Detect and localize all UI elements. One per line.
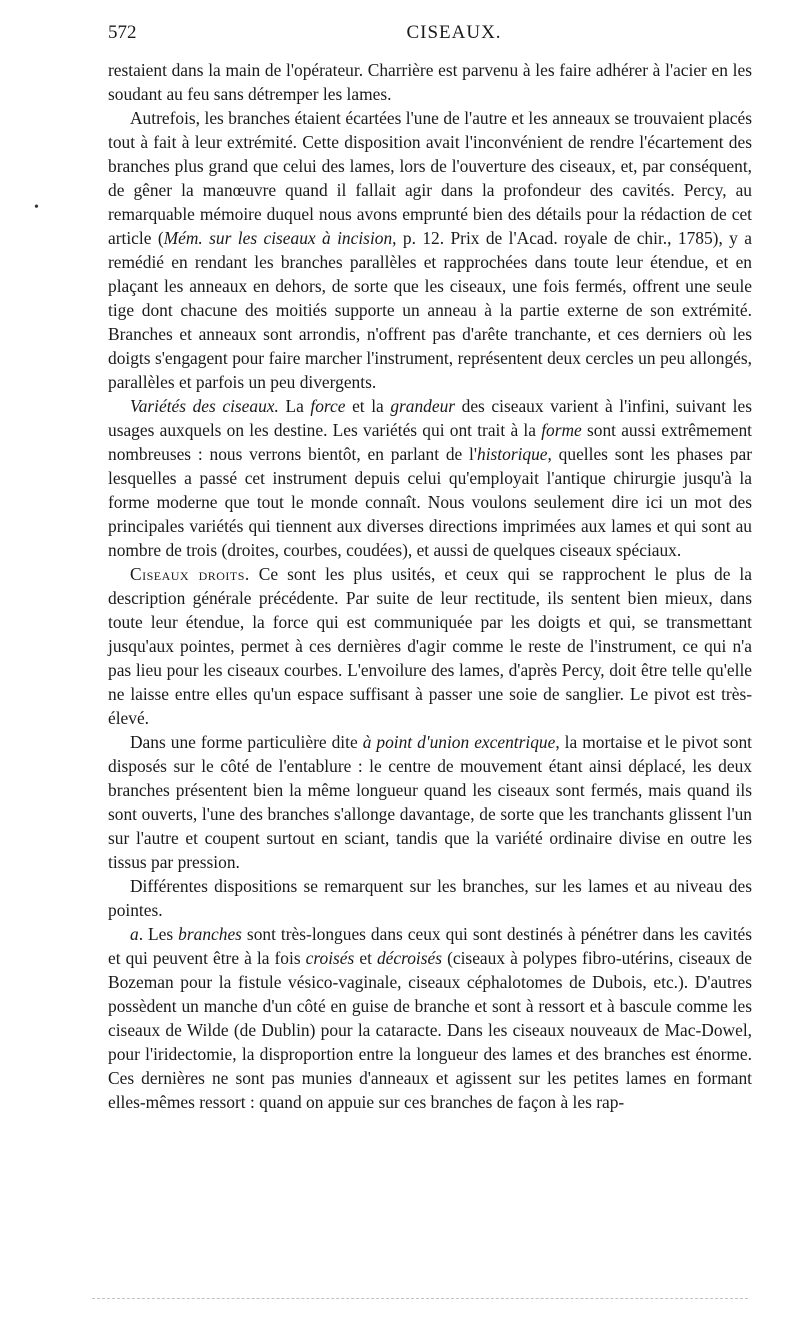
italic-text: forme (541, 420, 582, 440)
text-run: sont très-longues dans ceux qui sont destinés à pénétrer dans les cavités et qui peuvent être à la fois (108, 924, 753, 968)
text-run: et la (345, 396, 391, 416)
italic-text: historique (477, 444, 548, 464)
page-header (108, 22, 760, 48)
paragraph-3 (108, 394, 752, 562)
text-run: des ciseaux varient à l'infini, suivant les usages auxquels on les destine. Les variétés qui ont trait à la (108, 396, 752, 440)
text-run: Dans une forme particulière dite (130, 732, 363, 752)
italic-text: force (310, 396, 346, 416)
text-run: (ciseaux à polypes fibro-utérins, ciseaux de Bozeman pour la fistule vésico-vaginale, ciseaux céphalotomes de Dubois, etc.). D'autres possèdent un manche d'un côté en guise de branche et sont à ressort et à bascule comme les ciseaux de Wilde (de Dublin) pour la cataracte. Dans les ciseaux nouveaux de Mac-Dowel, pour l'iridectomie, la disproportion entre la longueur des lames et des branches est énorme. Ces dernières ne sont pas munies d'anneaux et agissent sur les petites lames en formant elles-mêmes ressort : quand on appuie sur ces branches de façon à les rap- (108, 948, 752, 1112)
text-run: , la mortaise et le pivot sont disposés sur le côté de l'entablure : le centre de mouvement étant ainsi déplacé, les deux branches présentent bien la même longueur quand les ciseaux sont fermés, mais quand ils sont ouverts, l'une des branches s'allonge davantage, de sorte que les tranchants glissent l'un sur l'autre et coupent surtout en sciant, tandis que la variété ordinaire divise en outre les tissus par pression. (108, 732, 752, 872)
italic-text: décroisés (376, 948, 443, 968)
paragraph-5 (108, 730, 752, 874)
text-run: et (354, 948, 377, 968)
italic-text: à point d'union excentrique (362, 732, 556, 752)
italic-text: branches (178, 924, 242, 944)
body-text (108, 58, 752, 1114)
italic-text: croisés (305, 948, 355, 968)
text-run: Différentes dispositions se remarquent sur les branches, sur les lames et au niveau des pointes. (108, 876, 752, 920)
text-run: . Les (138, 924, 179, 944)
paragraph-1 (108, 58, 752, 106)
text-run: sont aussi extrêmement nombreuses : nous verrons bientôt, en parlant de l' (108, 420, 753, 464)
small-caps-heading: Ciseaux droits. (130, 564, 250, 584)
italic-text: Variétés des ciseaux. (130, 396, 279, 416)
running-title: CISEAUX. (406, 22, 502, 43)
italic-text: grandeur (390, 396, 456, 416)
italic-text: a (130, 924, 139, 944)
page-number: 572 (108, 22, 137, 43)
text-run: restaient dans la main de l'opérateur. Charrière est parvenu à les faire adhérer à l'acier en les soudant au feu sans détremper les lames. (108, 60, 752, 104)
paragraph-4 (108, 562, 752, 730)
paragraph-2 (108, 106, 752, 394)
footer-rule (92, 1298, 748, 1299)
text-run: La (278, 396, 311, 416)
margin-mark: • (34, 200, 39, 215)
text-run: Autrefois, les branches étaient écartées l'une de l'autre et les anneaux se trouvaient placés tout à fait à leur extrémité. Cette disposition avait l'inconvénient de rendre l'écartement des branches plus grand que celui des lames, lors de l'ouverture des ciseaux, et, par conséquent, de gêner la manœuvre quand il fallait agir dans la profondeur des cavités. Percy, au remarquable mémoire duquel nous avons emprunté bien des détails pour la rédaction de cet article ( (108, 108, 752, 248)
text-run: , quelles sont les phases par lesquelles a passé cet instrument depuis celui qu'employait l'antique chirurgie jusqu'à la forme moderne que tout le monde connaît. Nous voulons seulement dire ici un mot des principales variétés qui tiennent aux diverses directions imprimées aux lames et qui sont au nombre de trois (droites, courbes, coudées), et aussi de quelques ciseaux spéciaux. (108, 444, 752, 560)
text-run: Ce sont les plus usités, et ceux qui se rapprochent le plus de la description générale précédente. Par suite de leur rectitude, ils sentent bien mieux, dans toute leur étendue, la force qui est communiquée par les doigts et qui, se transmettant jusqu'aux pointes, permet à ces dernières d'agir comme le reste de l'instrument, ce qui n'a pas lieu pour les ciseaux courbes. L'envoilure des lames, d'après Percy, doit être telle qu'elle ne laisse entre elles qu'un espace suffisant à passer une soie de sanglier. Le pivot est très-élevé. (108, 564, 752, 728)
text-run: , p. 12. Prix de l'Acad. royale de chir., 1785), y a remédié en rendant les branches parallèles et rapprochées dans toute leur étendue, et en plaçant les anneaux en dehors, de sorte que les ciseaux, une fois fermés, offrent une seule tige dont chacune des moitiés supporte un anneau à la partie externe de son extrémité. Branches et anneaux sont arrondis, n'offrent pas d'arête tranchante, et ces derniers où les doigts s'engagent pour faire marcher l'instrument, représentent deux cercles un peu allongés, parallèles et parfois un peu divergents. (108, 228, 752, 392)
italic-text: Mém. sur les ciseaux à incision (163, 228, 393, 248)
paragraph-6 (108, 874, 752, 922)
paragraph-7 (108, 922, 752, 1114)
